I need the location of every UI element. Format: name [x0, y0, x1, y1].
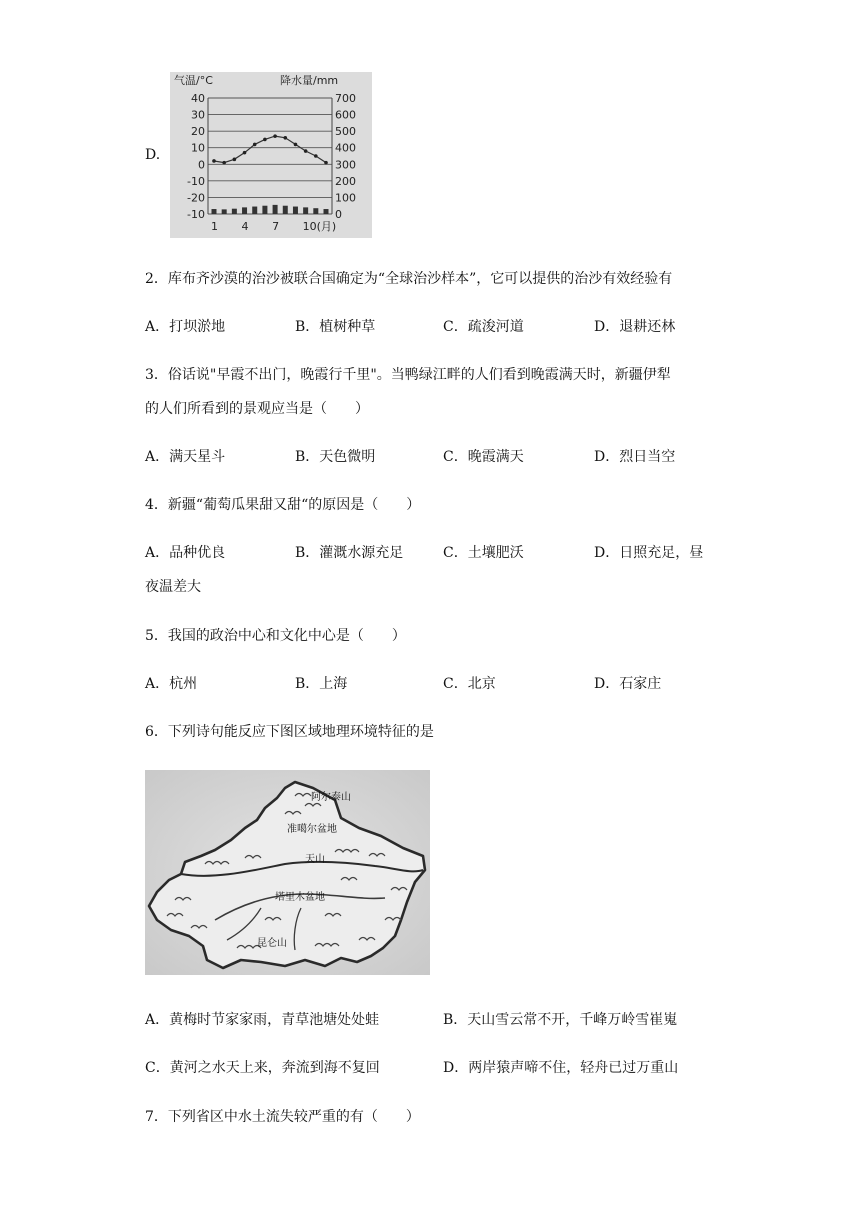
map-label-junggar: 准噶尔盆地	[287, 824, 337, 835]
y-tick-label: 30	[191, 108, 205, 122]
map-label-altai: 阿尔泰山	[311, 792, 351, 803]
q3-options	[145, 446, 725, 466]
q4-option-a[interactable]: A．品种优良	[145, 545, 226, 561]
y2-tick-label: 300	[335, 158, 356, 172]
q7-stem: 7．下列省区中水土流失较严重的有（ ）	[145, 1109, 420, 1125]
q3-option-b[interactable]: B．天色微明	[295, 449, 376, 465]
q2-stem: 2．库布齐沙漠的治沙被联合国确定为“全球治沙样本”，它可以提供的治沙有效经验有	[145, 271, 673, 287]
y-tick-label: -20	[187, 191, 205, 205]
xinjiang-map-svg	[145, 770, 430, 975]
y2-tick-label: 600	[335, 108, 356, 122]
precip-bar	[293, 207, 298, 214]
q6-option-c[interactable]: C．黄河之水天上来，奔流到海不复回	[145, 1060, 380, 1076]
q3-option-a[interactable]: A．满天星斗	[145, 449, 226, 465]
precip-bar	[262, 206, 267, 214]
precip-bar	[324, 209, 329, 214]
x-tick-label: 4	[241, 220, 249, 233]
temperature-point	[233, 158, 237, 162]
precip-bar	[222, 209, 227, 214]
x-tick-label: 7	[272, 220, 280, 233]
y2-axis-title: 降水量/mm	[280, 74, 339, 87]
y2-tick-label: 700	[335, 92, 356, 105]
temperature-point	[304, 149, 308, 153]
y-axis-title: 气温/°C	[174, 74, 213, 87]
temperature-point	[273, 134, 277, 138]
y2-tick-label: 0	[335, 208, 342, 221]
y-tick-label: 10	[191, 141, 205, 155]
map-label-tarim: 塔里木盆地	[275, 892, 325, 903]
q6-option-a[interactable]: A．黄梅时节家家雨，青草池塘处处蛙	[145, 1012, 380, 1028]
precip-bar	[313, 208, 318, 214]
y-tick-label: 0	[198, 158, 205, 172]
y-tick-label: 20	[191, 125, 205, 139]
xinjiang-map	[145, 770, 430, 975]
precip-bar	[212, 209, 217, 214]
q4-stem: 4．新疆“葡萄瓜果甜又甜“的原因是（ ）	[145, 497, 421, 513]
q3-option-c[interactable]: C．晚霞满天	[443, 449, 524, 465]
q2-option-b[interactable]: B．植树种草	[295, 319, 376, 335]
q5-option-d[interactable]: D．石家庄	[594, 676, 662, 692]
precip-bar	[273, 205, 278, 214]
climate-chart	[170, 72, 372, 238]
y-tick-label: -10	[187, 174, 205, 188]
y2-tick-label: 500	[335, 125, 356, 139]
q6-option-d[interactable]: D．两岸猿声啼不住，轻舟已过万重山	[443, 1060, 679, 1076]
q5-stem: 5．我国的政治中心和文化中心是（ ）	[145, 628, 406, 644]
y-tick-label: -10	[187, 208, 205, 221]
temperature-point	[283, 136, 287, 140]
temperature-point	[324, 161, 328, 165]
precip-bar	[232, 209, 237, 214]
q4-options	[145, 542, 725, 562]
q4-option-c[interactable]: C．土壤肥沃	[443, 545, 524, 561]
q6-options-row2	[145, 1057, 725, 1077]
q5-option-b[interactable]: B．上海	[295, 676, 348, 692]
q2-option-a[interactable]: A．打坝淤地	[145, 319, 226, 335]
q5-option-a[interactable]: A．杭州	[145, 676, 198, 692]
q2-option-c[interactable]: C．疏浚河道	[443, 319, 524, 335]
y2-tick-label: 400	[335, 141, 356, 155]
q2-options	[145, 316, 725, 336]
q3-option-d[interactable]: D．烈日当空	[594, 449, 676, 465]
temperature-point	[314, 154, 318, 158]
x-tick-label: 1	[211, 220, 218, 233]
precip-bar	[303, 207, 308, 214]
precip-bar	[283, 206, 288, 214]
temperature-point	[294, 143, 298, 147]
q4-option-d-cont: 夜温差大	[145, 579, 201, 595]
map-label-kunlun: 昆仑山	[257, 938, 287, 949]
q1-option-d-label: D.	[145, 147, 161, 163]
q4-option-d[interactable]: D．日照充足，昼	[594, 545, 704, 561]
precip-bar	[242, 207, 247, 214]
q2-option-d[interactable]: D．退耕还林	[594, 319, 676, 335]
x-tick-label: 10(月)	[302, 220, 337, 233]
temperature-point	[253, 143, 257, 147]
temperature-point	[243, 151, 247, 155]
y2-tick-label: 200	[335, 174, 356, 188]
map-label-tianshan: 天山	[305, 854, 325, 865]
q4-option-b[interactable]: B．灌溉水源充足	[295, 545, 404, 561]
q6-options-row1	[145, 1009, 725, 1029]
temperature-point	[212, 159, 216, 163]
y2-tick-label: 100	[335, 191, 356, 205]
temperature-point	[222, 161, 226, 165]
q3-stem-line2: 的人们所看到的景观应当是（ ）	[145, 401, 369, 417]
q6-option-b[interactable]: B．天山雪云常不开，千峰万岭雪崔嵬	[443, 1012, 678, 1028]
q3-stem-line1: 3．俗话说"早霞不出门，晚霞行千里"。当鸭绿江畔的人们看到晚霞满天时，新疆伊犁	[145, 367, 671, 383]
y-tick-label: 40	[191, 92, 205, 105]
q5-option-c[interactable]: C．北京	[443, 676, 496, 692]
precip-bar	[252, 207, 257, 214]
q5-options	[145, 673, 725, 693]
q6-stem: 6．下列诗句能反应下图区域地理环境特征的是	[145, 724, 434, 740]
climate-chart-svg	[170, 72, 372, 238]
temperature-point	[263, 138, 267, 142]
